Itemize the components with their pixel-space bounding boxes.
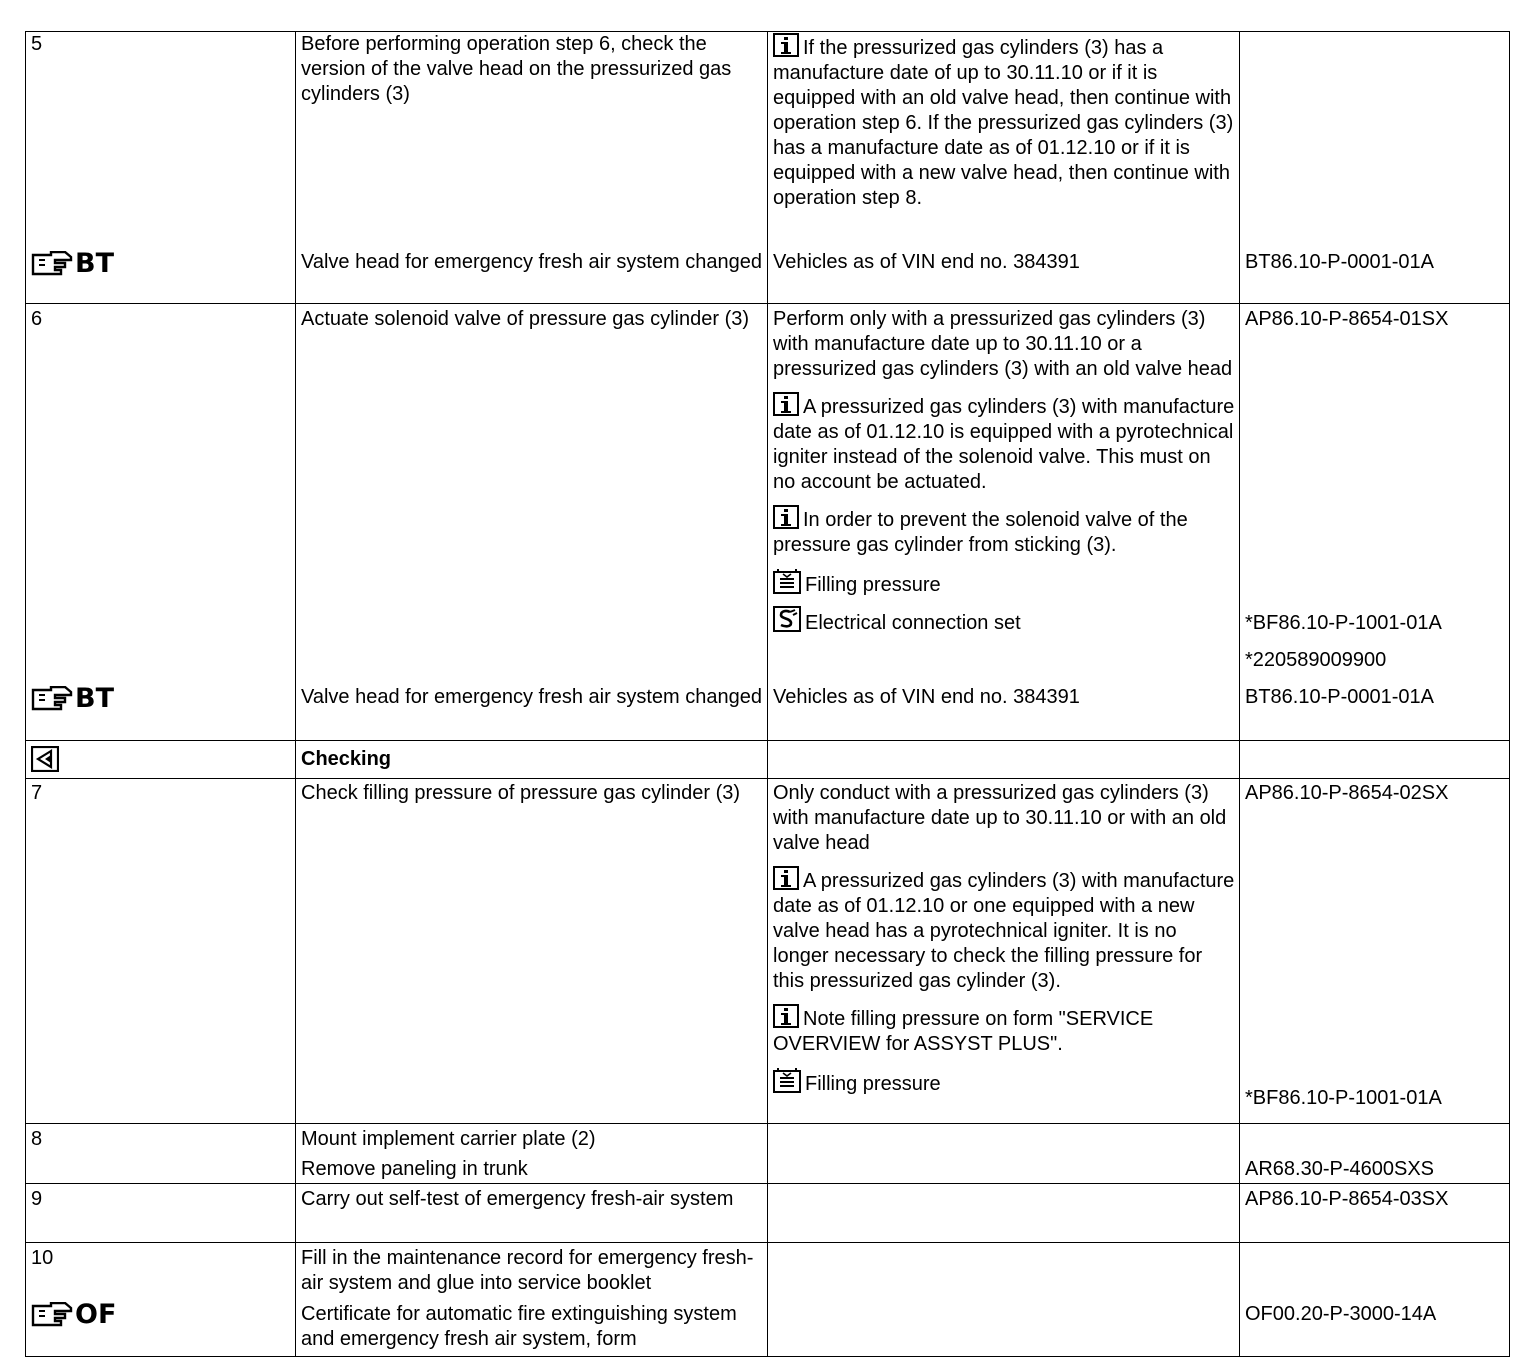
note-cell xyxy=(768,1124,1240,1184)
step-number: 6 xyxy=(31,308,43,330)
action-cell xyxy=(296,1124,768,1184)
spec-label: Filling pressure xyxy=(805,574,941,596)
note-cell xyxy=(768,1184,1240,1243)
note-plain: Perform only with a pressurized gas cylinders (3) with manufacture date up to 30.11.10 or a pressurized gas cylinders (3) with an old valve head xyxy=(773,308,1233,380)
step-cell xyxy=(26,779,296,1124)
of-text: Certificate for automatic fire extinguishing system and emergency fresh air system, form xyxy=(301,1303,737,1350)
action-text: Before performing operation step 6, check the version of the valve head on the pressurized gas cylinders (3) xyxy=(301,33,732,105)
procedure-table xyxy=(25,31,1510,1357)
note-cell xyxy=(768,779,1240,1124)
ref-cell xyxy=(1240,741,1510,779)
bt-ref: BT86.10-P-0001-01A xyxy=(1245,251,1435,273)
step-number: 5 xyxy=(31,33,43,55)
step-cell xyxy=(26,1243,296,1357)
spec-ref[interactable]: *BF86.10-P-1001-01A xyxy=(1245,1087,1442,1109)
bt-reference-marker xyxy=(31,248,114,280)
table-row xyxy=(26,32,1510,304)
tool-icon xyxy=(773,606,801,632)
action-cell xyxy=(296,779,768,1124)
step-cell xyxy=(26,32,296,304)
tool-label: Electrical connection set xyxy=(805,612,1021,634)
table-row xyxy=(26,1124,1510,1184)
bt-label: BT xyxy=(75,248,114,279)
of-reference-marker xyxy=(31,1299,116,1331)
table-row xyxy=(26,1184,1510,1243)
step-cell xyxy=(26,1124,296,1184)
note-cell xyxy=(768,32,1240,304)
step-number: 10 xyxy=(31,1247,54,1269)
info-note: In order to prevent the solenoid valve of the pressure gas cylinder from sticking (3). xyxy=(773,509,1188,556)
action-text: Check filling pressure of pressure gas cylinder (3) xyxy=(301,782,741,804)
table-row xyxy=(26,779,1510,1124)
action-cell xyxy=(296,1243,768,1357)
info-icon xyxy=(773,505,799,529)
bt-label: BT xyxy=(75,683,114,714)
ref-cell xyxy=(1240,304,1510,741)
spec-label: Filling pressure xyxy=(805,1073,941,1095)
ref-cell xyxy=(1240,1243,1510,1357)
step-cell xyxy=(26,1184,296,1243)
bt-vehicles: Vehicles as of VIN end no. 384391 xyxy=(773,686,1080,708)
note-cell xyxy=(768,304,1240,741)
table-row xyxy=(26,741,1510,779)
step-cell xyxy=(26,741,296,779)
tool-ref[interactable]: *220589009900 xyxy=(1245,649,1387,671)
info-icon xyxy=(773,866,799,890)
ref-link[interactable]: AP86.10-P-8654-03SX xyxy=(1245,1188,1449,1210)
info-note: A pressurized gas cylinders (3) with manufacture date as of 01.12.10 or one equipped with a new valve head has a pyrotechnical igniter. It is no longer necessary to check the filling pressure for this pressurized gas cylinder (3). xyxy=(773,870,1235,992)
bt-ref[interactable]: BT86.10-P-0001-01A xyxy=(1245,686,1435,708)
ref-cell xyxy=(1240,32,1510,304)
pointing-hand-icon xyxy=(31,251,73,277)
heading-cell xyxy=(296,741,768,779)
step-number: 8 xyxy=(31,1128,43,1150)
ref-cell xyxy=(1240,1184,1510,1243)
bt-reference-marker xyxy=(31,683,114,715)
ref-cell xyxy=(1240,1124,1510,1184)
step-number: 9 xyxy=(31,1188,43,1210)
section-heading: Checking xyxy=(301,747,392,770)
table-row xyxy=(26,304,1510,741)
ref-link[interactable]: AP86.10-P-8654-02SX xyxy=(1245,782,1449,804)
action-cell xyxy=(296,32,768,304)
spec-ref[interactable]: *BF86.10-P-1001-01A xyxy=(1245,612,1442,634)
ref-cell xyxy=(1240,779,1510,1124)
action-text: Carry out self-test of emergency fresh-air system xyxy=(301,1188,734,1210)
ref-link[interactable]: AP86.10-P-8654-01SX xyxy=(1245,308,1449,330)
info-icon xyxy=(773,1004,799,1028)
action-cell xyxy=(296,304,768,741)
pointing-hand-icon xyxy=(31,686,73,712)
pointing-hand-icon xyxy=(31,1302,73,1328)
bt-text: Valve head for emergency fresh air system changed xyxy=(301,251,762,273)
action-text: Actuate solenoid valve of pressure gas cylinder (3) xyxy=(301,308,750,330)
info-icon xyxy=(773,33,799,57)
bt-vehicles: Vehicles as of VIN end no. 384391 xyxy=(773,251,1080,273)
info-note: Note filling pressure on form "SERVICE OVERVIEW for ASSYST PLUS". xyxy=(773,1008,1154,1055)
note-plain: Only conduct with a pressurized gas cylinders (3) with manufacture date up to 30.11.10 or with an old valve head xyxy=(773,782,1227,854)
action-cell xyxy=(296,1184,768,1243)
action-text-secondary: Remove paneling in trunk xyxy=(301,1158,528,1180)
of-label: OF xyxy=(75,1299,117,1330)
checking-icon xyxy=(31,746,59,772)
table-row xyxy=(26,1243,1510,1357)
of-ref[interactable]: OF00.20-P-3000-14A xyxy=(1245,1303,1437,1325)
bt-text: Valve head for emergency fresh air system changed xyxy=(301,686,762,708)
action-text: Mount implement carrier plate (2) xyxy=(301,1128,596,1150)
step-number: 7 xyxy=(31,782,43,804)
info-note: If the pressurized gas cylinders (3) has a manufacture date of up to 30.11.10 or if it is equipped with an old valve head, then continue with operation step 6. If the pressurized gas cylinders (3) has a manufacture date as of 01.12.10 or if it is equipped with a new valve head, then continue with operation step 8. xyxy=(773,37,1234,209)
action-text: Fill in the maintenance record for emergency fresh-air system and glue into service booklet xyxy=(301,1247,754,1294)
info-icon xyxy=(773,392,799,416)
specification-icon xyxy=(773,568,801,594)
step-cell xyxy=(26,304,296,741)
ref-link[interactable]: AR68.30-P-4600SXS xyxy=(1245,1158,1435,1180)
note-cell xyxy=(768,1243,1240,1357)
specification-icon xyxy=(773,1067,801,1093)
note-cell xyxy=(768,741,1240,779)
info-note: A pressurized gas cylinders (3) with manufacture date as of 01.12.10 is equipped with a pyrotechnical igniter instead of the solenoid valve. This must on no account be actuated. xyxy=(773,396,1235,493)
